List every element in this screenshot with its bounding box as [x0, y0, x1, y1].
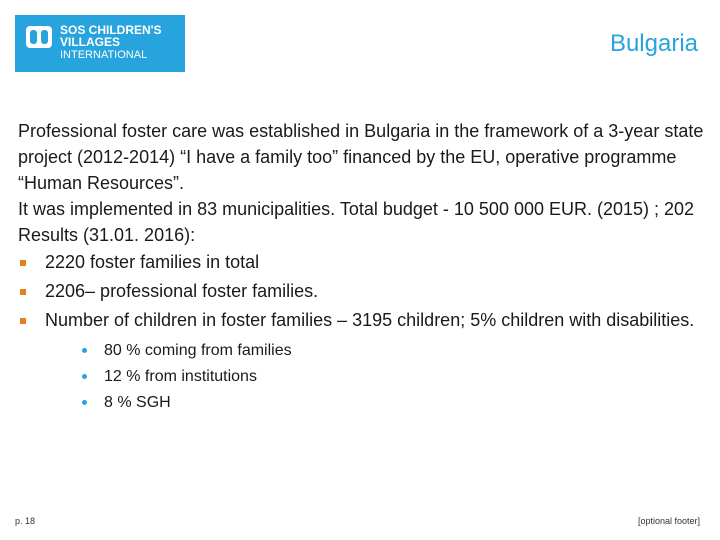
logo-line-3: INTERNATIONAL [60, 49, 148, 61]
paragraph: It was implemented in 83 municipalities. Total budget - 10 500 000 EUR. (2015) ; 202 [18, 199, 695, 219]
footer-text: [optional footer] [637, 516, 700, 526]
paragraph: Professional foster care was established in Bulgaria in the framework of a 3-year state project (2012-2014) “I have a family too” financed by the EU, operative programme “Human Resources”. [18, 121, 704, 193]
list-item [18, 308, 708, 416]
logo-line-2: VILLAGES [60, 35, 121, 49]
sos-childrens-villages-logo [15, 15, 185, 72]
logo-line-1: SOS CHILDREN'S [60, 23, 162, 37]
page-number: p. 18 [15, 516, 36, 526]
slide-title: Bulgaria [609, 30, 698, 57]
sub-list-item: 12 % from institutions [77, 364, 708, 390]
paragraph: Results (31.01. 2016): [18, 225, 196, 245]
sub-list [77, 338, 708, 416]
slide-body [18, 118, 708, 421]
list-item: 2206– professional foster families. [18, 279, 708, 303]
list-item: 2220 foster families in total [18, 250, 708, 274]
sub-list-item: 80 % coming from families [77, 338, 708, 364]
children-logo-icon [26, 26, 52, 48]
list-item-text: Number of children in foster families – 3195 children; 5% children with disabilities. [45, 310, 695, 330]
results-list [18, 250, 708, 416]
sub-list-item: 8 % SGH [77, 390, 708, 416]
